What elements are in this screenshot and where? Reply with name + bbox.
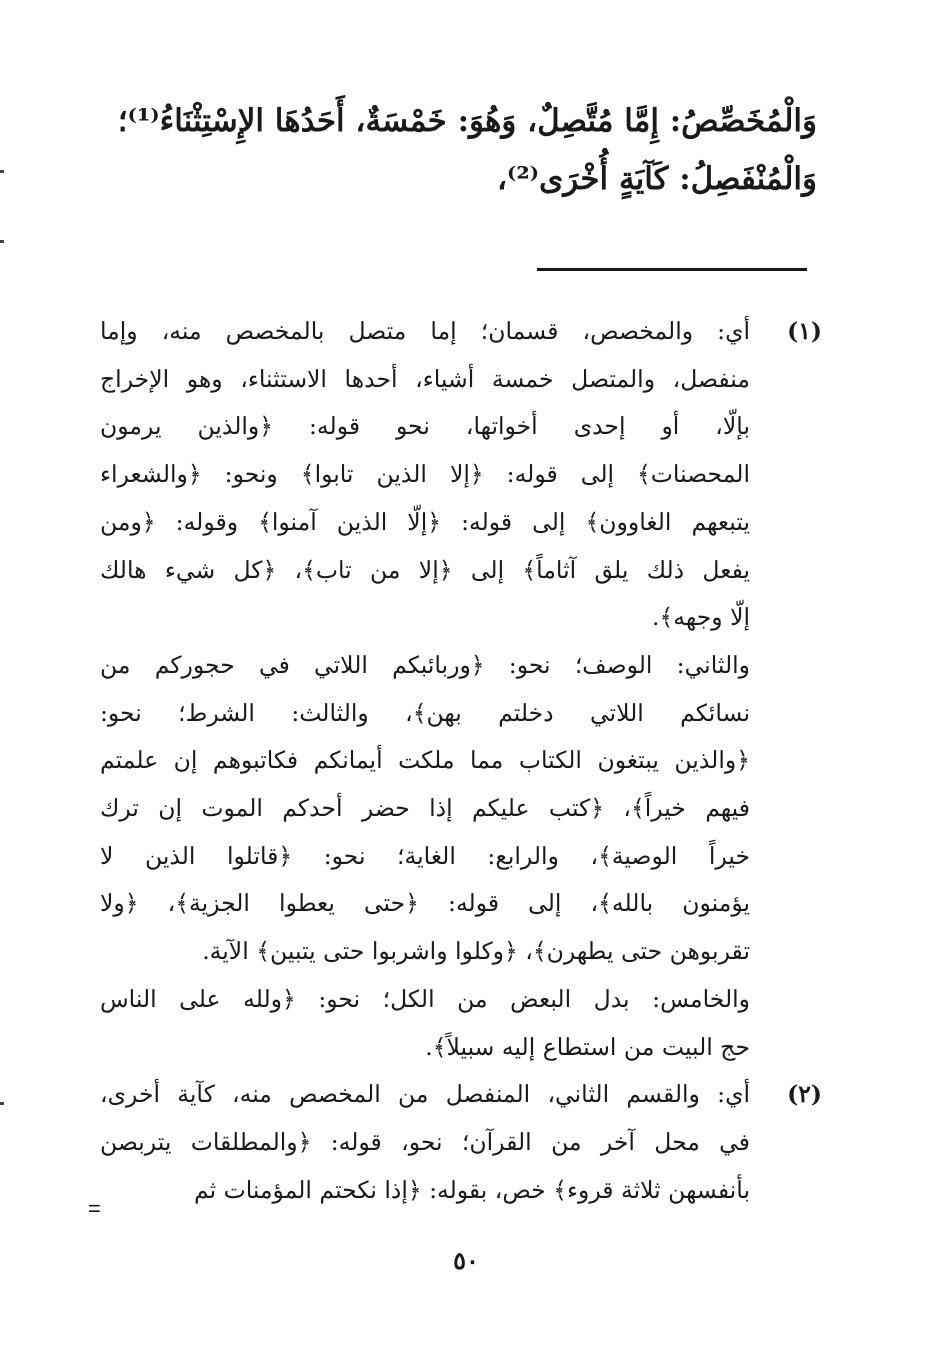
footnote-line: أي: والقسم الثاني، المنفصل من المخصص منه، كآية أخرى، — [100, 1080, 750, 1109]
page-number: ٥٠ — [453, 1246, 479, 1275]
footnote-line: بإلّا، أو إحدى أخواتها، نحو قوله: ﴿والذين يرمون — [100, 412, 750, 441]
main-text — [105, 92, 817, 208]
footnote-line: المحصنات﴾ إلى قوله: ﴿إلا الذين تابوا﴾ ونحو: ﴿والشعراء — [100, 460, 750, 489]
footnote-line: يفعل ذلك يلق آثاماً﴾ إلى ﴿إلا من تاب﴾، ﴿كل شيء هالك — [100, 555, 750, 584]
footnote-line: فيهم خيراً﴾، ﴿كتب عليكم إذا حضر أحدكم الموت إن ترك — [100, 794, 750, 823]
footnote-line: بأنفسهن ثلاثة قروء﴾ خص، بقوله: ﴿إذا نكحتم المؤمنات ثم — [193, 1175, 750, 1204]
footnote-number: (١) — [787, 317, 822, 345]
footnote-number: (٢) — [787, 1080, 822, 1109]
footnote — [100, 308, 822, 1071]
footnote-line: حج البيت من استطاع إليه سبيلاً﴾. — [425, 1032, 750, 1061]
footnote-separator — [537, 268, 807, 271]
footnote-line: يتبعهم الغاوون﴾ إلى قوله: ﴿إلّا الذين آمنوا﴾ وقوله: ﴿ومن — [100, 507, 750, 536]
continuation-mark: = — [88, 1196, 101, 1221]
footnote — [100, 1071, 822, 1214]
scan-edge-mark — [0, 1102, 4, 1105]
footnote-line: ﴿والذين يبتغون الكتاب مما ملكت أيمانكم فكاتبوهم إن علمتم — [100, 746, 750, 775]
footnote-line: إلّا وجهه﴾. — [652, 603, 750, 632]
footnote-line: نسائكم اللاتي دخلتم بهن﴾، والثالث: الشرط؛ نحو: — [100, 698, 750, 727]
footnote-line: والخامس: بدل البعض من الكل؛ نحو: ﴿ولله على الناس — [100, 984, 750, 1013]
footnote-line: والثاني: الوصف؛ نحو: ﴿وربائبكم اللاتي في حجوركم من — [100, 650, 750, 679]
scan-edge-mark — [0, 240, 4, 243]
footnotes — [100, 308, 822, 1214]
footnote-line: يؤمنون بالله﴾، إلى قوله: ﴿حتى يعطوا الجزية﴾، ﴿ولا — [100, 889, 750, 918]
main-text-line: وَالْمُخَصِّصُ: إِمَّا مُتَّصِلٌ، وَهُوَ: خَمْسَةٌ، أَحَدُهَا الإِسْتِثْنَاءُ⁽¹⁾؛ — [117, 103, 817, 139]
footnote-line: تقربوهن حتى يطهرن﴾، ﴿وكلوا واشربوا حتى يتبين﴾ الآية. — [202, 937, 750, 966]
footnote-line: في محل آخر من القرآن؛ نحو، قوله: ﴿والمطلقات يتربصن — [100, 1127, 750, 1156]
footnote-line: أي: والمخصص، قسمان؛ إما متصل بالمخصص منه، وإما — [100, 317, 750, 345]
footnote-line: منفصل، والمتصل خمسة أشياء، أحدها الاستثناء، وهو الإخراج — [100, 364, 750, 393]
main-text-line: وَالْمُنْفَصِلُ: كَآيَةٍ أُخْرَى⁽²⁾، — [496, 161, 817, 197]
footnote-line: خيراً الوصية﴾، والرابع: الغاية؛ نحو: ﴿قاتلوا الذين لا — [100, 841, 750, 870]
scan-edge-mark — [0, 170, 4, 173]
